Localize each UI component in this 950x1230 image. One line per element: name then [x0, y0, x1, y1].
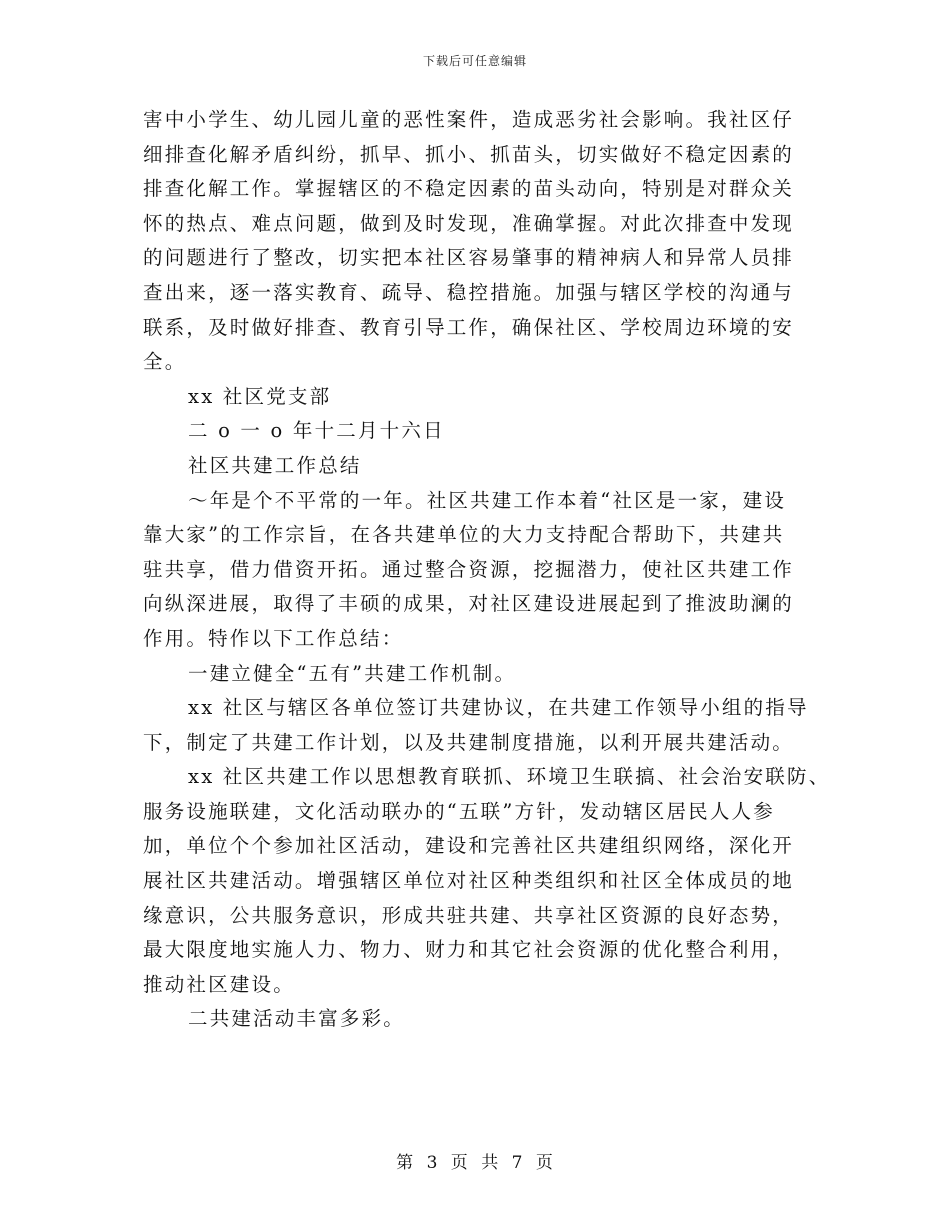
text-line: 展社区共建活动。增强辖区单位对社区种类组织和社区全体成员的地 — [143, 869, 795, 893]
text-line: 联系，及时做好排查、教育引导工作，确保社区、学校周边环境的安 — [143, 315, 795, 339]
text-line: 排查化解工作。掌握辖区的不稳定因素的苗头动向，特别是对群众关 — [143, 177, 795, 201]
text-line: 二共建活动丰富多彩。 — [188, 1007, 406, 1031]
text-line: 加，单位个个参加社区活动，建设和完善社区共建组织网络，深化开 — [143, 834, 795, 858]
text-line: 服务设施联建，文化活动联办的“五联”方针，发动辖区居民人人参 — [143, 799, 775, 823]
page-footer: 第 3 页 共 7 页 — [396, 1153, 554, 1173]
page-header: 下载后可任意编辑 — [422, 54, 527, 68]
text-line: 害中小学生、幼儿园儿童的恶性案件，造成恶劣社会影响。我社区仔 — [143, 108, 795, 131]
text-line: 一建立健全“五有”共建工作机制。 — [188, 661, 517, 685]
document-body — [143, 103, 831, 1037]
text-line: xx 社区共建工作以思想教育联抓、环境卫生联搞、社会治安联防、 — [188, 765, 831, 789]
text-line: 社区共建工作总结 — [188, 453, 362, 477]
text-line: 的问题进行了整改，切实把本社区容易肇事的精神病人和异常人员排 — [143, 246, 795, 270]
text-line: 缘意识，公共服务意识，形成共驻共建、共享社区资源的良好态势， — [143, 903, 795, 927]
text-line: 查出来，逐一落实教育、疏导、稳控措施。加强与辖区学校的沟通与 — [143, 280, 795, 304]
text-line: 下，制定了共建工作计划，以及共建制度措施，以利开展共建活动。 — [143, 730, 795, 754]
text-line: 最大限度地实施人力、物力、财力和其它社会资源的优化整合利用， — [143, 938, 795, 962]
text-line: 怀的热点、难点问题，做到及时发现，准确掌握。对此次排查中发现 — [143, 211, 795, 235]
text-line: 驻共享，借力借资开拓。通过整合资源，挖掘潜力，使社区共建工作 — [143, 557, 795, 581]
text-line: 推动社区建设。 — [143, 972, 295, 996]
text-line: 作用。特作以下工作总结： — [143, 626, 404, 650]
text-line: xx 社区与辖区各单位签订共建协议，在共建工作领导小组的指导 — [188, 696, 809, 720]
text-line: 细排查化解矛盾纠纷，抓早、抓小、抓苗头，切实做好不稳定因素的 — [143, 142, 795, 166]
text-line: ～年是个不平常的一年。社区共建工作本着“社区是一家，建设 — [188, 488, 787, 512]
text-line: 二 o 一 o 年十二月十六日 — [188, 419, 445, 443]
text-line: 全。 — [143, 350, 187, 374]
text-line: xx 社区党支部 — [188, 384, 332, 408]
text-line: 向纵深进展，取得了丰硕的成果，对社区建设进展起到了推波助澜的 — [143, 592, 795, 616]
text-line: 靠大家”的工作宗旨，在各共建单位的大力支持配合帮助下，共建共 — [143, 523, 785, 547]
